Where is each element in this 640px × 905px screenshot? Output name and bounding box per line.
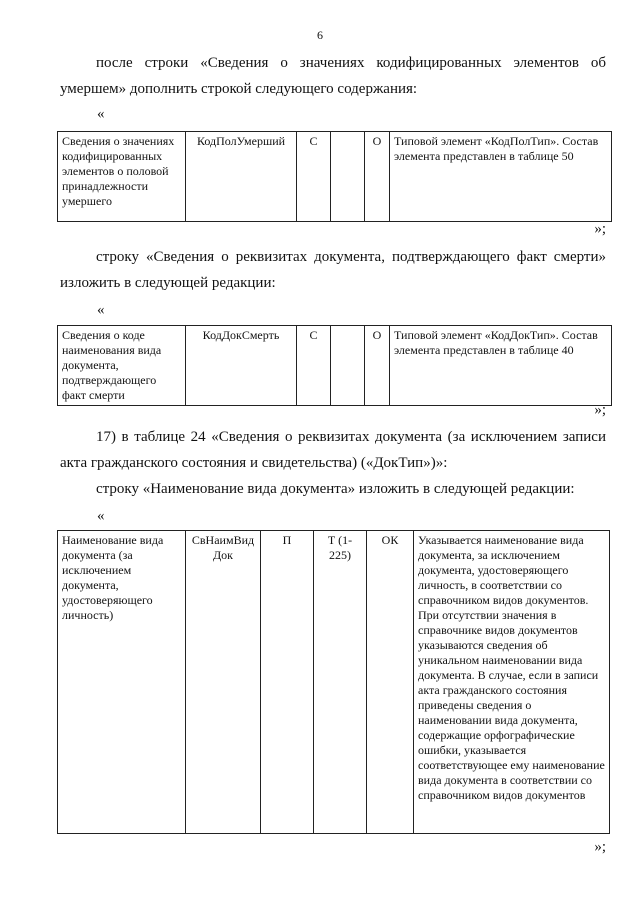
cell-element-format <box>331 132 365 222</box>
cell-element-name: Сведения о значениях кодифицированных элементов о половой принадлежности умершего <box>58 132 186 222</box>
table-row-sex-codes <box>57 131 612 222</box>
cell-element-type: П <box>261 531 314 834</box>
page-number: 6 <box>317 28 323 42</box>
paragraph-add-row: после строки «Сведения о значениях кодифицированных элементов об умершем» дополнить строкой следующего содержания: <box>60 55 606 97</box>
cell-element-description: Указывается наименование вида документа, за исключением документа, удостоверяющего личность, в соответствии со справочником видов документов. При отсутствии значения в справочнике видов документов указываются сведения об уникальном наименовании вида документа. В случае, если в записи акта гражданского состояния приведены сведения о наименовании вида документа, содержащие орфографические ошибки, указывается соответствующее ему наименование вида документа в соответствии со справочником видов документов <box>414 531 610 834</box>
table-row-document-type-name <box>57 530 610 834</box>
cell-element-type: С <box>297 326 331 406</box>
cell-element-code: КодДокСмерть <box>186 326 297 406</box>
opening-quote: « <box>97 302 105 318</box>
cell-element-requirement: О <box>365 132 390 222</box>
paragraph-table-24: 17) в таблице 24 «Сведения о реквизитах документа (за исключением записи акта гражданского состояния и свидетельства) («ДокТип»)»: <box>60 429 606 471</box>
cell-element-type: С <box>297 132 331 222</box>
table-row-death-document-code <box>57 325 612 406</box>
paragraph-document-name: строку «Наименование вида документа» изложить в следующей редакции: <box>96 481 575 497</box>
cell-element-code: КодПолУмерший <box>186 132 297 222</box>
closing-quote: »; <box>594 221 606 237</box>
cell-element-format <box>331 326 365 406</box>
cell-element-requirement: О <box>365 326 390 406</box>
closing-quote: »; <box>594 402 606 418</box>
cell-element-description: Типовой элемент «КодДокТип». Состав элемента представлен в таблице 40 <box>390 326 612 406</box>
paragraph-replace-row: строку «Сведения о реквизитах документа, подтверждающего факт смерти» изложить в следующей редакции: <box>60 249 606 291</box>
cell-element-requirement: ОК <box>367 531 414 834</box>
opening-quote: « <box>97 508 105 524</box>
cell-element-format: Т (1-225) <box>314 531 367 834</box>
cell-element-code: СвНаимВид Док <box>186 531 261 834</box>
closing-quote: »; <box>594 839 606 855</box>
cell-element-name: Сведения о коде наименования вида документа, подтверждающего факт смерти <box>58 326 186 406</box>
cell-element-description: Типовой элемент «КодПолТип». Состав элемента представлен в таблице 50 <box>390 132 612 222</box>
cell-element-name: Наименование вида документа (за исключением документа, удостоверяющего личность) <box>58 531 186 834</box>
opening-quote: « <box>97 106 105 122</box>
